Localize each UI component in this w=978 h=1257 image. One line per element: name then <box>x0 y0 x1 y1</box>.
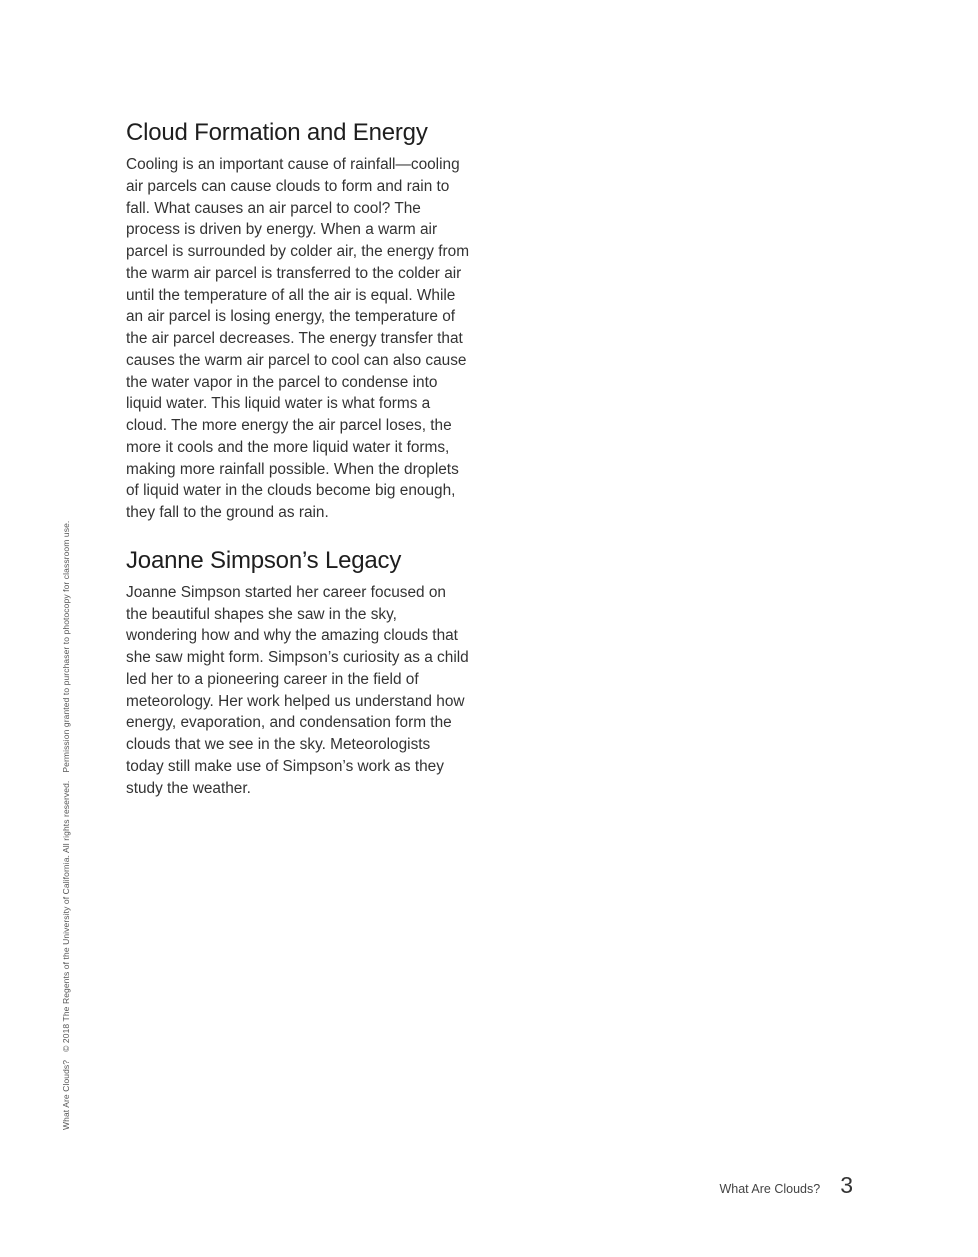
footer-title: What Are Clouds? <box>719 1182 821 1196</box>
text-column <box>126 118 471 799</box>
page-number: 3 <box>840 1172 853 1198</box>
side-copyright-credit <box>60 521 72 1130</box>
page-footer <box>719 1172 853 1199</box>
section-heading-joanne-simpson: Joanne Simpson’s Legacy <box>126 546 402 574</box>
side-credit-copyright: © 2018 The Regents of the University of California. All rights reserved. <box>61 780 71 1052</box>
side-credit-title: What Are Clouds? <box>61 1059 71 1130</box>
section-body-joanne-simpson: Joanne Simpson started her career focused on the beautiful shapes she saw in the sky, wondering how and why the amazing clouds that she saw might form. Simpson’s curiosity as a child led her to a pioneering career in the field of meteorology. Her work helped us understand how energy, evaporation, and condensation form the clouds that we see in the sky. Meteorologists today still make use of Simpson’s work as they study the weather. <box>126 583 469 797</box>
side-credit-permission: Permission granted to purchaser to photocopy for classroom use. <box>61 520 71 773</box>
section-joanne-simpson <box>126 546 471 800</box>
section-heading-cloud-formation: Cloud Formation and Energy <box>126 119 428 146</box>
section-body-cloud-formation: Cooling is an important cause of rainfall—cooling air parcels can cause clouds to form and rain to fall. What causes an air parcel to cool? The process is driven by energy. When a warm air parcel is surrounded by colder air, the energy from the warm air parcel is transferred to the colder air until the temperature of all the air is equal. While an air parcel is losing energy, the temperature of the air parcel decreases. The energy transfer that causes the warm air parcel to cool can also cause the water vapor in the parcel to condense into liquid water. This liquid water is what forms a cloud. The more energy the air parcel loses, the more it cools and the more liquid water it forms, making more rainfall possible. When the droplets of liquid water in the clouds become big enough, they fall to the ground as rain. <box>126 156 470 521</box>
